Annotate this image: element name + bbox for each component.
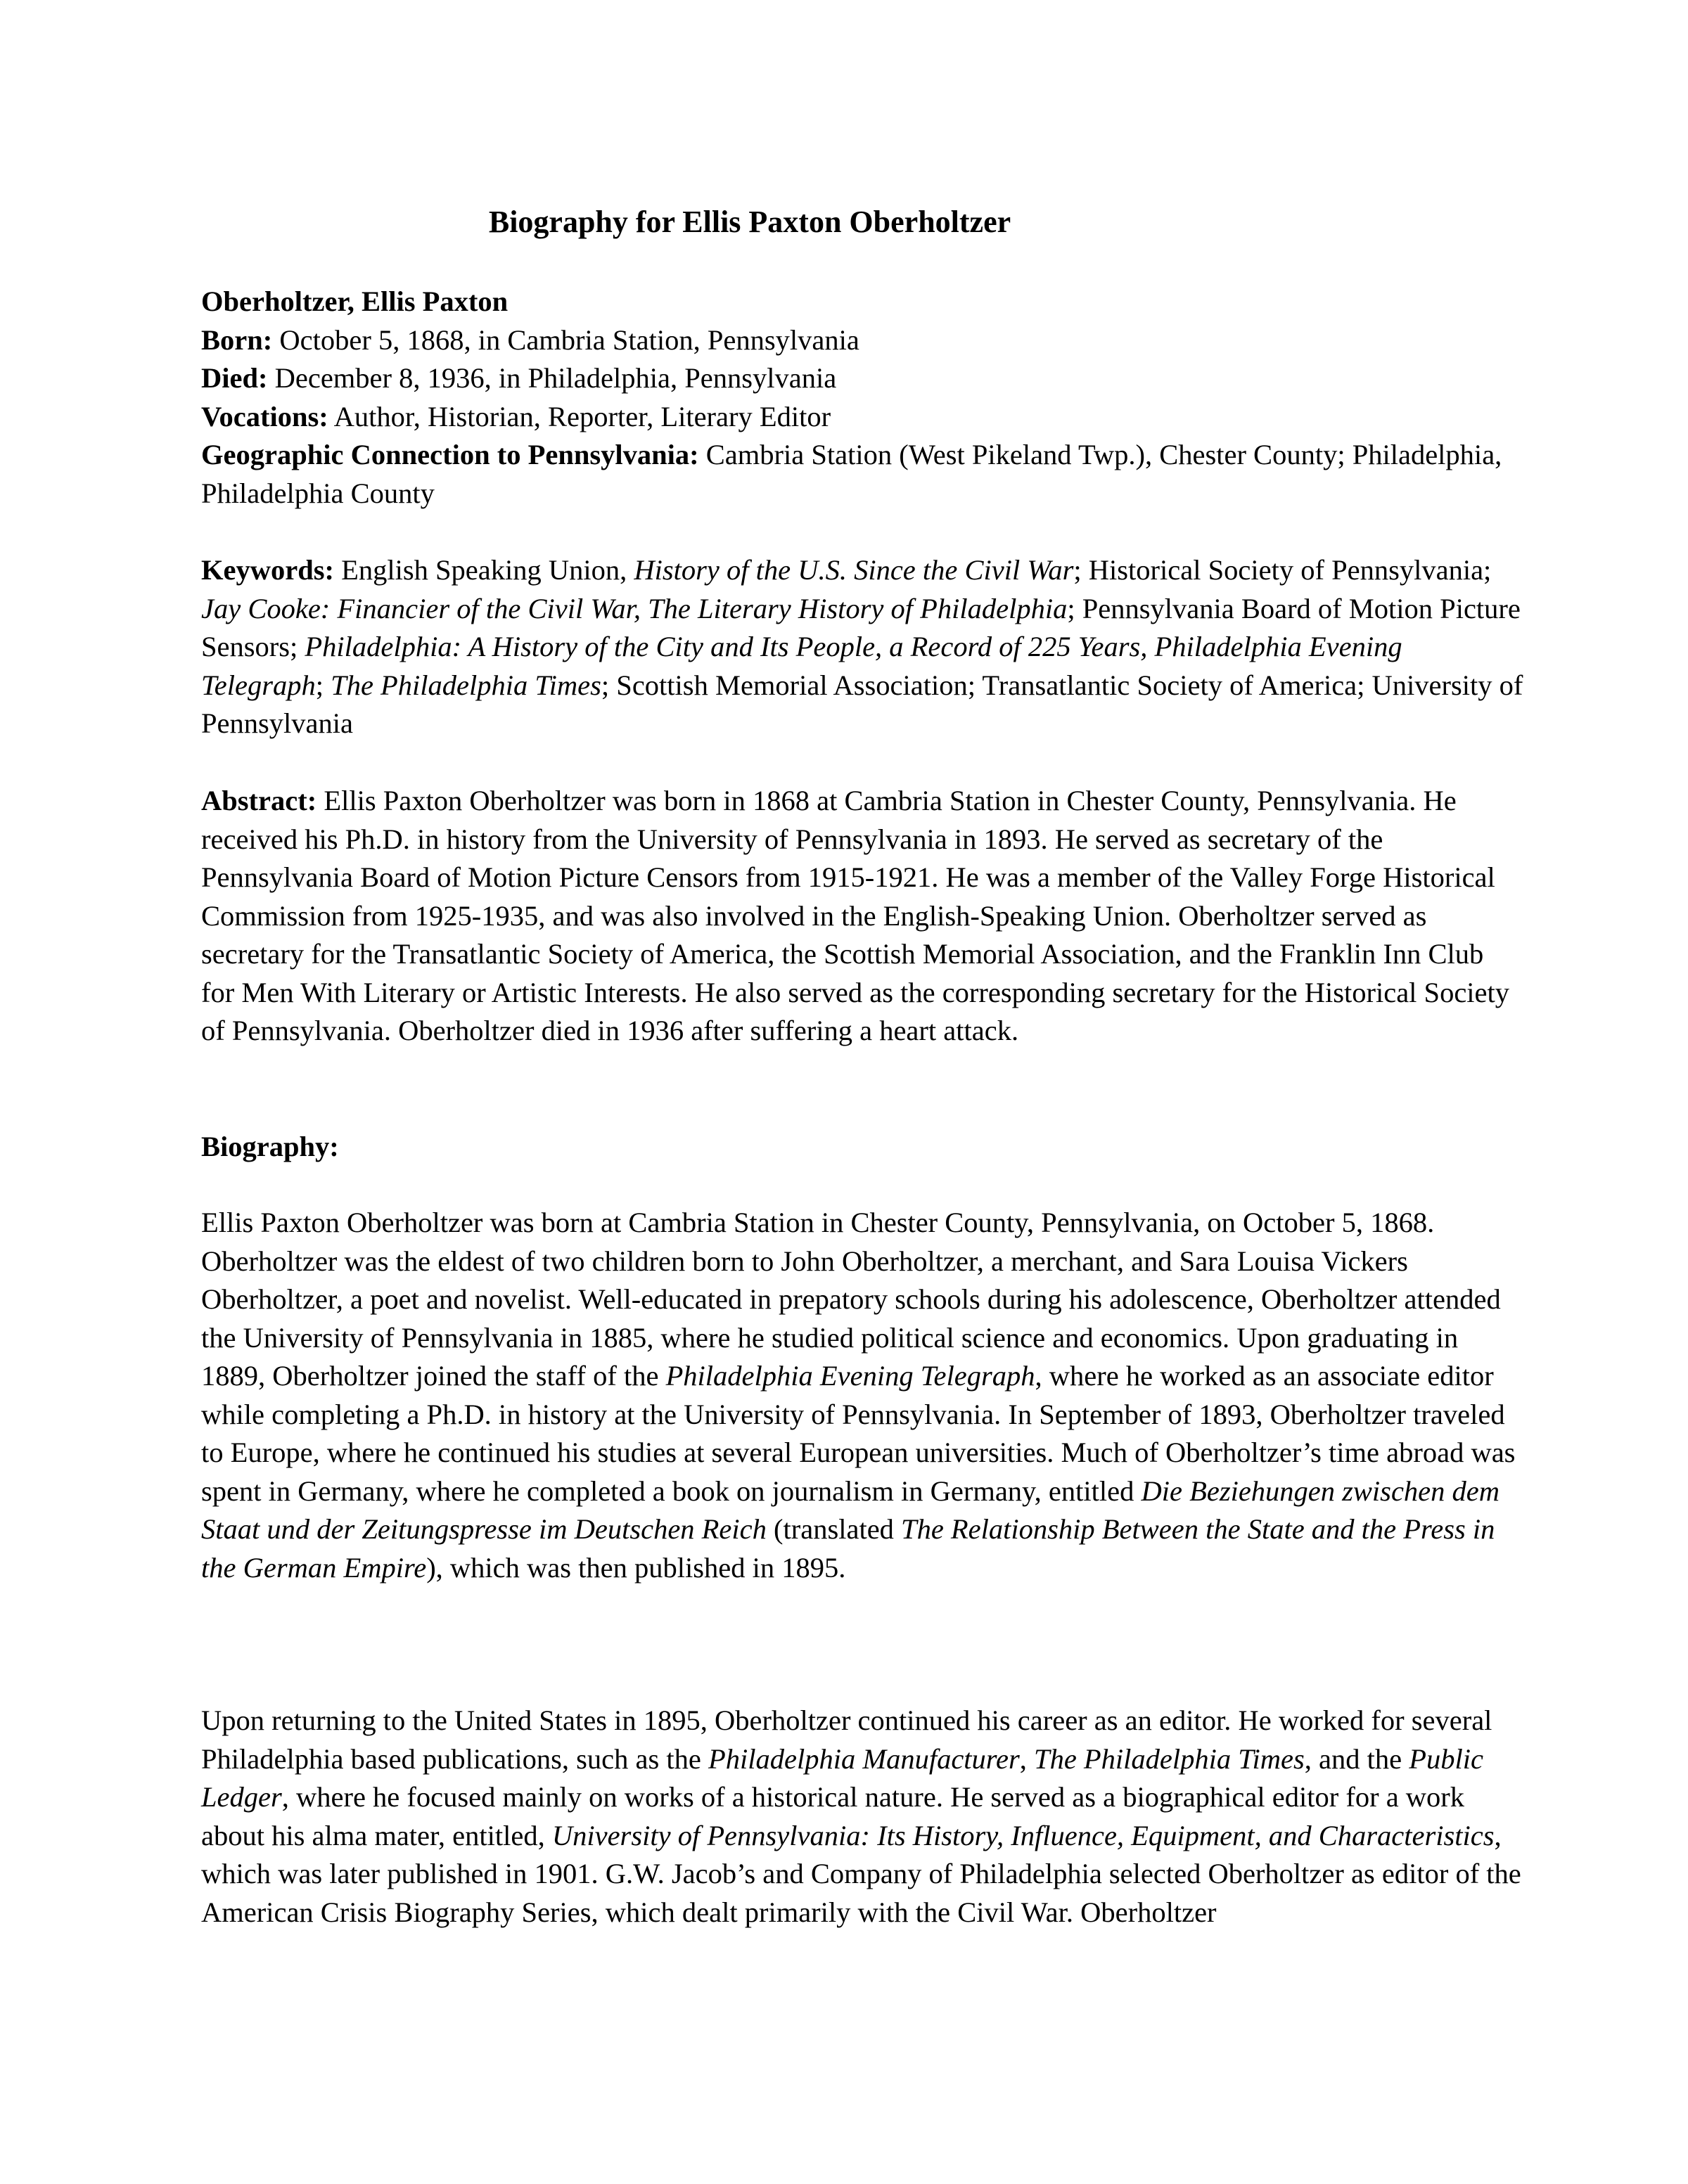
keywords-title: History of the U.S. Since the Civil War xyxy=(634,554,1074,586)
keywords-section xyxy=(201,551,1523,743)
biographical-summary xyxy=(201,283,1523,513)
keywords-text: ; xyxy=(315,669,331,701)
abstract-label: Abstract: xyxy=(201,785,317,816)
subject-name-text: Oberholtzer, Ellis Paxton xyxy=(201,285,509,317)
paragraph xyxy=(201,1204,1523,1587)
paragraph-text: ), which was then published in 1895. xyxy=(426,1551,846,1584)
died-label: Died: xyxy=(201,362,268,394)
abstract-paragraph xyxy=(201,782,1523,1051)
subject-name xyxy=(201,283,1523,321)
publication-title: Public Ledger xyxy=(201,1742,1483,1813)
biography-paragraph-1 xyxy=(201,1204,1523,1587)
paragraph-text: (translated xyxy=(766,1513,902,1545)
keywords-title: Philadelphia: A History of the City and Its People, a Record of 225 Years, Philadelphia Evening Telegraph xyxy=(201,631,1402,701)
paragraph-text: , where he focused mainly on works of a historical nature. He served as a biographical editor for a work about his alma mater, entitled, xyxy=(201,1781,1465,1851)
publication-title: Philadelphia Evening Telegraph xyxy=(665,1360,1035,1392)
born-line xyxy=(201,321,1523,360)
paragraph-text: , which was later published in 1901. G.W. Jacob’s and Company of Philadelphia selected Oberholtzer as editor of the American Crisis Biography Series, which dealt primarily with the Civil War. Oberholtzer xyxy=(201,1819,1521,1928)
died-value: December 8, 1936, in Philadelphia, Pennsylvania xyxy=(267,362,837,394)
publication-title: The Relationship Between the State and the Press in the German Empire xyxy=(201,1513,1495,1584)
keywords-title: The Philadelphia Times xyxy=(331,669,601,701)
born-label: Born: xyxy=(201,323,273,356)
publication-title: University of Pennsylvania: Its History, Influence, Equipment, and Characteristics xyxy=(551,1819,1495,1851)
geographic-connection-line xyxy=(201,436,1523,513)
abstract-text: Ellis Paxton Oberholtzer was born in 1868 at Cambria Station in Chester County, Pennsylvania. He received his Ph.D. in history from the University of Pennsylvania in 1893. He served as secretary of the Pennsylvania Board of Motion Picture Censors from 1915-1921. He was a member of the Valley Forge Historical Commission from 1925-1935, and was also involved in the English-Speaking Union. Oberholtzer served as secretary for the Transatlantic Society of America, the Scottish Memorial Association, and the Franklin Inn Club for Men With Literary or Artistic Interests. He also served as the corresponding secretary for the Historical Society of Pennsylvania. Oberholtzer died in 1936 after suffering a heart attack. xyxy=(201,785,1510,1046)
publication-title: Die Beziehungen zwischen dem Staat und der Zeitungspresse im Deutschen Reich xyxy=(201,1475,1500,1545)
keywords-text: ; Scottish Memorial Association; Transatlantic Society of America; University of Pennsylvania xyxy=(201,669,1523,739)
keywords-text: English Speaking Union, xyxy=(333,554,634,586)
paragraph-text: , xyxy=(1019,1742,1035,1775)
born-value: October 5, 1868, in Cambria Station, Pennsylvania xyxy=(272,323,859,356)
paragraph-text: , where he worked as an associate editor while completing a Ph.D. in history at the University of Pennsylvania. In September of 1893, Oberholtzer traveled to Europe, where he continued his studies at several European universities. Much of Oberholtzer’s time abroad was spent in Germany, where he completed a book on journalism in Germany, entitled xyxy=(201,1360,1516,1507)
vocations-label: Vocations: xyxy=(201,400,328,432)
vocations-value: Author, Historian, Reporter, Literary Editor xyxy=(328,400,831,432)
paragraph xyxy=(201,1702,1523,1932)
paragraph-text: , and the xyxy=(1304,1742,1409,1775)
keywords-paragraph xyxy=(201,551,1523,743)
keywords-label: Keywords: xyxy=(201,554,334,586)
keywords-title: Jay Cooke: Financier of the Civil War, The Literary History of Philadelphia xyxy=(201,592,1068,624)
geographic-connection-value: Cambria Station (West Pikeland Twp.), Chester County; Philadelphia, Philadelphia County xyxy=(201,439,1502,509)
biography-paragraph-2 xyxy=(201,1702,1523,1932)
keywords-text: ; Pennsylvania Board of Motion Picture Sensors; xyxy=(201,592,1521,662)
geographic-connection-label: Geographic Connection to Pennsylvania: xyxy=(201,439,699,470)
vocations-line xyxy=(201,398,1523,437)
paragraph-text: Upon returning to the United States in 1895, Oberholtzer continued his career as an editor. He worked for several Philadelphia based publications, such as the xyxy=(201,1704,1492,1775)
page-title: Biography for Ellis Paxton Oberholtzer xyxy=(488,205,1011,239)
publication-title: Philadelphia Manufacturer xyxy=(708,1742,1020,1775)
publication-title: The Philadelphia Times xyxy=(1034,1742,1305,1775)
died-line xyxy=(201,359,1523,398)
keywords-text: ; Historical Society of Pennsylvania; xyxy=(1073,554,1492,586)
paragraph-text: Ellis Paxton Oberholtzer was born at Cambria Station in Chester County, Pennsylvania, on October 5, 1868. Oberholtzer was the eldest of two children born to John Oberholtzer, a merchant, and Sara Louisa Vickers Oberholtzer, a poet and novelist. Well-educated in prepatory schools during his adolescence, Oberholtzer attended the University of Pennsylvania in 1885, where he studied political science and economics. Upon graduating in 1889, Oberholtzer joined the staff of the xyxy=(201,1207,1501,1392)
abstract-section xyxy=(201,782,1523,1051)
biography-heading: Biography: xyxy=(201,1131,339,1162)
